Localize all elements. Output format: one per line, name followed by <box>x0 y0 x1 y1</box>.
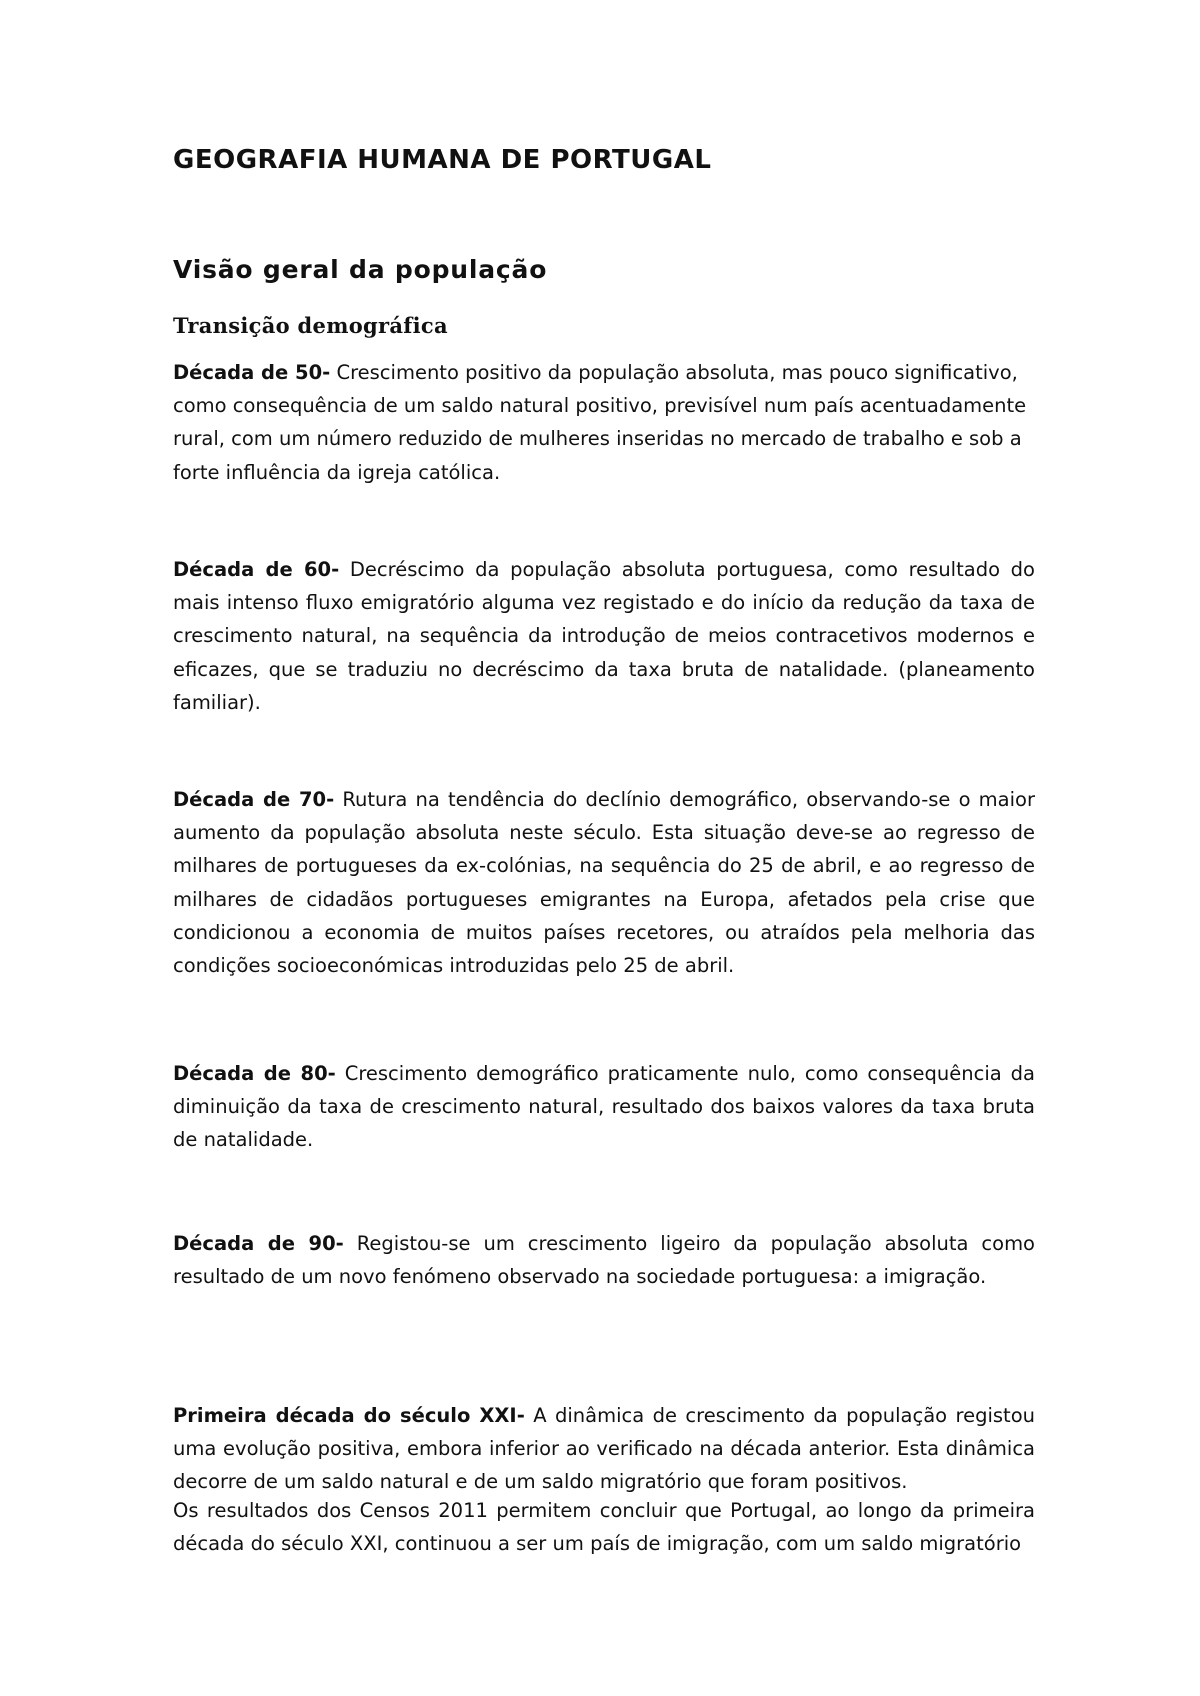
paragraph-text: Rutura na tendência do declínio demográfico, observando-se o maior aumento da população absoluta neste século. Esta situação deve-se ao regresso de milhares de portugueses da ex-colónias, na sequência do 25 de abril, e ao regresso de milhares de cidadãos portugueses emigrantes na Europa, afetados pela crise que condicionou a economia de muitos países recetores, ou atraídos pela melhoria das condições socioeconómicas introduzidas pelo 25 de abril. <box>173 788 1035 978</box>
paragraph-text: Crescimento positivo da população absoluta, mas pouco significativo, como consequência de um saldo natural positivo, previsível num país acentuadamente rural, com um número reduzido de mulheres inseridas no mercado de trabalho e sob a forte influência da igreja católica. <box>173 361 1027 484</box>
sub-heading: Transição demográfica <box>173 313 448 338</box>
paragraph-text: Crescimento demográfico praticamente nulo, como consequência da diminuição da taxa de crescimento natural, resultado dos baixos valores da taxa bruta de natalidade. <box>173 1062 1035 1152</box>
paragraph-decade-xxi <box>173 1399 1035 1499</box>
paragraph-decade-50 <box>173 356 1035 489</box>
paragraph-censos-2011 <box>173 1494 1035 1560</box>
section-heading: Visão geral da população <box>173 255 548 284</box>
paragraph-decade-90 <box>173 1227 1035 1293</box>
paragraph-decade-80 <box>173 1057 1035 1157</box>
paragraph-lead: Década de 50- <box>173 361 331 384</box>
document-title: GEOGRAFIA HUMANA DE PORTUGAL <box>173 145 712 175</box>
paragraph-text: Registou-se um crescimento ligeiro da população absoluta como resultado de um novo fenómeno observado na sociedade portuguesa: a imigração. <box>173 1232 1035 1289</box>
paragraph-lead: Década de 90- <box>173 1232 344 1255</box>
paragraph-decade-60 <box>173 553 1035 719</box>
paragraph-text: Os resultados dos Censos 2011 permitem concluir que Portugal, ao longo da primeira década do século XXI, continuou a ser um país de imigração, com um saldo migratório <box>173 1499 1035 1556</box>
paragraph-lead: Década de 70- <box>173 788 335 811</box>
document-body <box>173 140 1035 1556</box>
paragraph-text: A dinâmica de crescimento da população registou uma evolução positiva, embora inferior ao verificado na década anterior. Esta dinâmica decorre de um saldo natural e de um saldo migratório que foram positivos. <box>173 1404 1035 1494</box>
paragraph-text: Decréscimo da população absoluta portuguesa, como resultado do mais intenso fluxo emigratório alguma vez registado e do início da redução da taxa de crescimento natural, na sequência da introdução de meios contracetivos modernos e eficazes, que se traduziu no decréscimo da taxa bruta de natalidade. (planeamento familiar). <box>173 558 1035 714</box>
paragraph-lead: Década de 80- <box>173 1062 336 1085</box>
paragraph-lead: Década de 60- <box>173 558 340 581</box>
paragraph-decade-70 <box>173 783 1035 982</box>
paragraph-lead: Primeira década do século XXI- <box>173 1404 525 1427</box>
